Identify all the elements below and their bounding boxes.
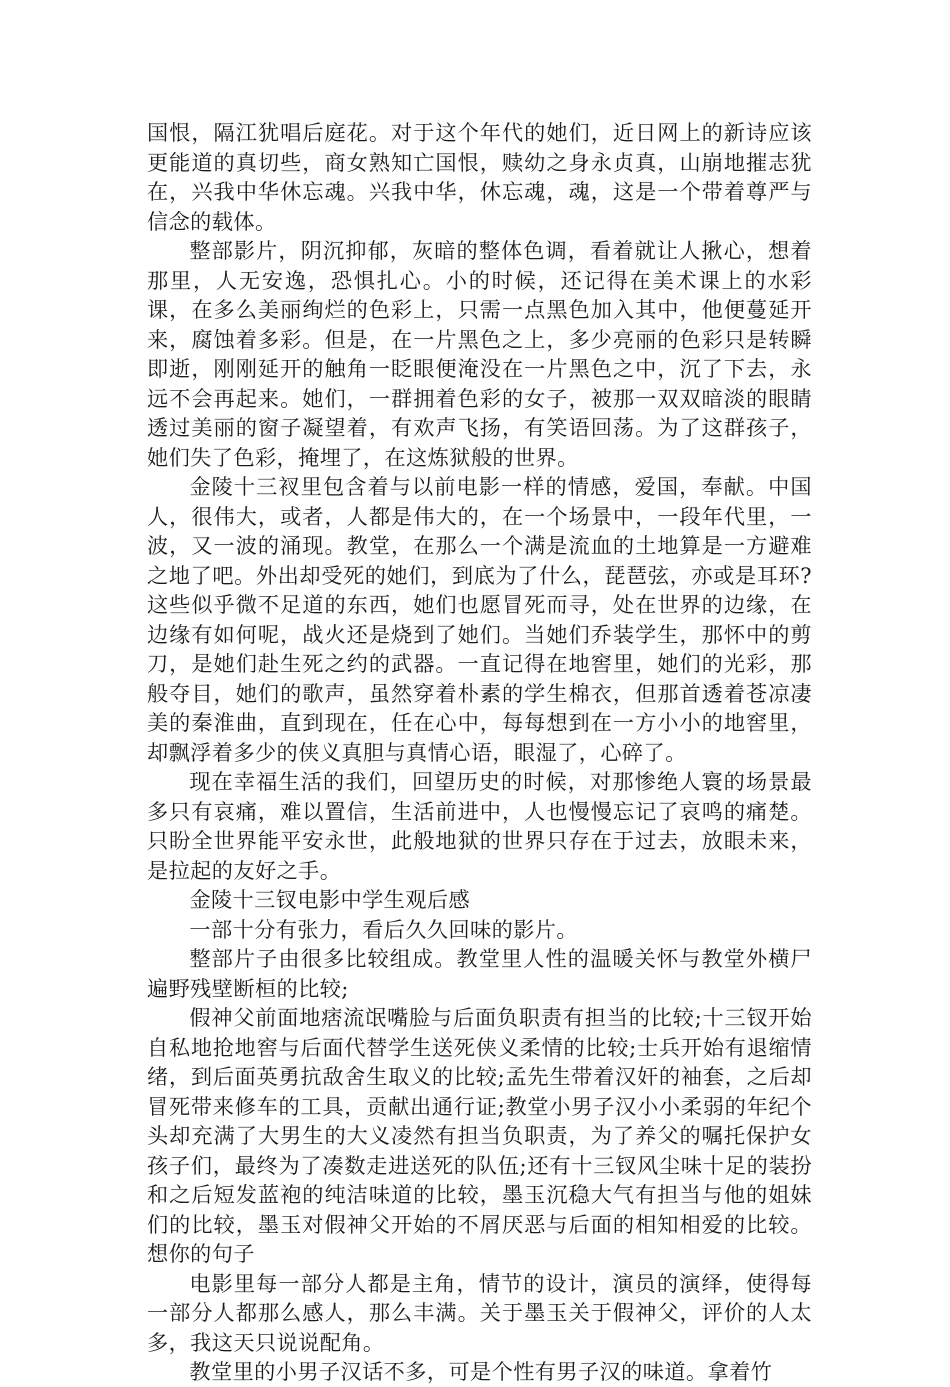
paragraph-film-tone: 整部影片，阴沉抑郁，灰暗的整体色调，看着就让人揪心，想着那里，人无安逸，恐惧扎心。小的时候，还记得在美术课上的水彩课，在多么美丽绚烂的色彩上，只需一点黑色加入其中，他便蔓延开来，腐蚀着多彩。但是，在一片黑色之上，多少亮丽的色彩只是转瞬即逝，刚刚延开的触角一眨眼便淹没在一片黑色之中，沉了下去，永远不会再起来。她们，一群拥着色彩的女子，被那一双双暗淡的眼睛透过美丽的窗子凝望着，有欢声飞扬，有笑语回荡。为了这群孩子，她们失了色彩，掩埋了，在这炼狱般的世界。: [147, 238, 812, 470]
paragraph-little-man: 教堂里的小男子汉话不多，可是个性有男子汉的味道。拿着竹: [189, 1359, 773, 1384]
paragraph-supporting-roles: 电影里每一部分人都是主角，情节的设计，演员的演绎，使得每一部分人都那么感人，那么丰满。关于墨玉关于假神父，评价的人太多，我这天只说说配角。: [147, 1270, 812, 1355]
paragraph-continuation: 国恨，隔江犹唱后庭花。对于这个年代的她们，近日网上的新诗应该更能道的真切些，商女熟知亡国恨，赎幼之身永贞真，山崩地摧志犹在，兴我中华休忘魂。兴我中华，休忘魂，魂，这是一个带着尊严与信念的载体。: [147, 120, 812, 234]
paragraph-comparisons-list: 假神父前面地痞流氓嘴脸与后面负职责有担当的比较;十三钗开始自私地抢地窖与后面代替学生送死侠义柔情的比较;士兵开始有退缩情绪，到后面英勇抗敌舍生取义的比较;孟先生带着汉奸的袖套，之后却冒死带来修车的工具，贡献出通行证;教堂小男子汉小小柔弱的年纪个头却充满了大男生的大义凌然有担当负职责，为了养父的嘱托保护女孩子们，最终为了凑数走进送死的队伍;还有十三钗风尘味十足的装扮和之后短发蓝袍的纯洁味道的比较，墨玉沉稳大气有担当与他的姐妹们的比较，墨玉对假神父开始的不屑厌恶与后面的相知相爱的比较。想你的句子: [147, 1005, 812, 1266]
section-heading: 金陵十三钗电影中学生观后感: [189, 887, 471, 912]
document-body: [147, 118, 812, 1387]
paragraph-intro: 一部十分有张力，看后久久回味的影片。: [189, 916, 578, 942]
paragraph-reflection: 现在幸福生活的我们，回望历史的时候，对那惨绝人寰的场景最多只有哀痛，难以置信，生活前进中，人也慢慢忘记了哀鸣的痛楚。只盼全世界能平安永世，此般地狱的世界只存在于过去，放眼未来，是拉起的友好之手。: [147, 769, 812, 883]
paragraph-comparison: 整部片子由很多比较组成。教堂里人性的温暖关怀与教堂外横尸遍野残壁断桓的比较;: [147, 946, 812, 1001]
paragraph-patriotism: 金陵十三衩里包含着与以前电影一样的情感，爱国，奉献。中国人，很伟大，或者，人都是伟大的，在一个场景中，一段年代里，一波，又一波的涌现。教堂，在那么一个满是流血的土地算是一方避难之地了吧。外出却受死的她们，到底为了什么，琵琶弦，亦或是耳环?这些似乎微不足道的东西，她们也愿冒死而寻，处在世界的边缘，在边缘有如何呢，战火还是烧到了她们。当她们乔装学生，那怀中的剪刀，是她们赴生死之约的武器。一直记得在地窖里，她们的光彩，那般夺目，她们的歌声，虽然穿着朴素的学生棉衣，但那首透着苍凉凄美的秦淮曲，直到现在，任在心中，每每想到在一方小小的地窖里，却飘浮着多少的侠义真胆与真情心语，眼湿了，心碎了。: [147, 474, 812, 765]
